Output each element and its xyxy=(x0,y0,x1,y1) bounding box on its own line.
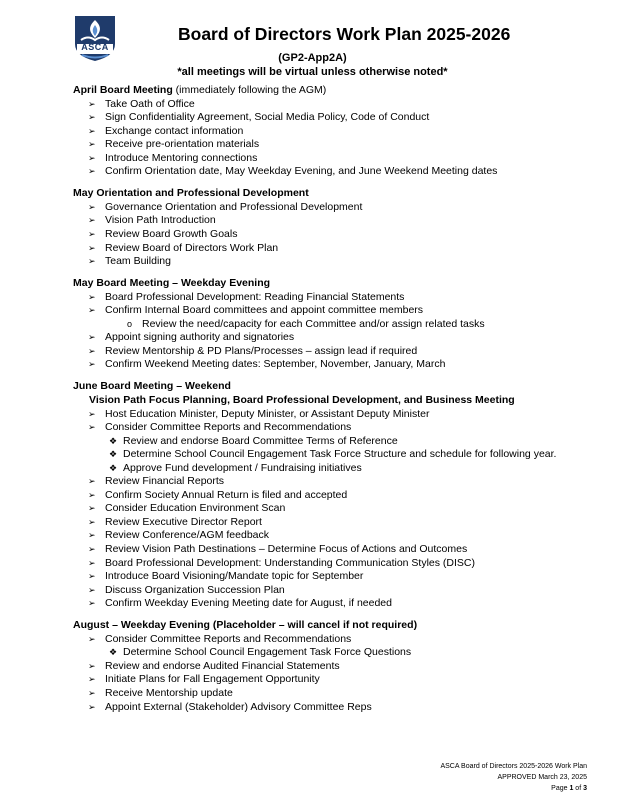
list-item xyxy=(73,304,593,318)
list-item xyxy=(73,597,593,611)
circle-bullet-icon: o xyxy=(127,318,133,329)
arrow-bullet-icon: ➢ xyxy=(88,139,96,150)
list-item-text: Review Conference/AGM feedback xyxy=(105,529,269,542)
list-item-text: Governance Orientation and Professional Development xyxy=(105,200,363,213)
arrow-bullet-icon: ➢ xyxy=(88,125,96,136)
arrow-bullet-icon: ➢ xyxy=(88,660,96,671)
list-item-text: Confirm Orientation date, May Weekday Evening, and June Weekend Meeting dates xyxy=(105,165,498,178)
list-item-text: Review and endorse Audited Financial Statements xyxy=(105,659,340,672)
meeting-section xyxy=(73,277,593,372)
list-item-text: Consider Committee Reports and Recommendations xyxy=(105,632,352,645)
arrow-bullet-icon: ➢ xyxy=(88,422,96,433)
page-number: Page 1 of 3 xyxy=(551,785,587,792)
list-item-text: Initiate Plans for Fall Engagement Opportunity xyxy=(105,673,320,686)
page-footer xyxy=(440,761,587,794)
arrow-bullet-icon: ➢ xyxy=(88,557,96,568)
list-item-text: Receive pre-orientation materials xyxy=(105,138,260,151)
list-item xyxy=(73,408,593,422)
list-item xyxy=(73,125,593,139)
meeting-section xyxy=(73,84,593,179)
arrow-bullet-icon: ➢ xyxy=(88,530,96,541)
list-item xyxy=(73,570,593,584)
virtual-meetings-note: *all meetings will be virtual unless otherwise noted* xyxy=(177,66,448,78)
arrow-bullet-icon: ➢ xyxy=(88,359,96,370)
list-item-text: Vision Path Introduction xyxy=(105,214,216,227)
arrow-bullet-icon: ➢ xyxy=(88,633,96,644)
list-item xyxy=(73,489,593,503)
list-item xyxy=(73,242,593,256)
list-item xyxy=(73,687,593,701)
arrow-bullet-icon: ➢ xyxy=(88,256,96,267)
arrow-bullet-icon: ➢ xyxy=(88,516,96,527)
diamond-bullet-icon: ❖ xyxy=(109,449,118,460)
list-item-text: Take Oath of Office xyxy=(105,97,195,110)
list-item-text: Approve Fund development / Fundraising initiatives xyxy=(123,461,362,474)
list-item-text: Confirm Internal Board committees and appoint committee members xyxy=(105,304,424,317)
section-heading: June Board Meeting – Weekend xyxy=(73,380,231,393)
list-item xyxy=(73,673,593,687)
section-heading: May Orientation and Professional Development xyxy=(73,187,309,200)
list-item xyxy=(73,701,593,715)
arrow-bullet-icon: ➢ xyxy=(88,291,96,302)
list-item-text: Confirm Weekday Evening Meeting date for August, if needed xyxy=(105,597,392,610)
meeting-section xyxy=(73,380,593,610)
meeting-section xyxy=(73,187,593,268)
list-item xyxy=(73,633,593,647)
arrow-bullet-icon: ➢ xyxy=(88,242,96,253)
list-item xyxy=(73,214,593,228)
arrow-bullet-icon: ➢ xyxy=(88,112,96,123)
list-item-text: Introduce Board Visioning/Mandate topic for September xyxy=(105,570,364,583)
list-item xyxy=(73,201,593,215)
arrow-bullet-icon: ➢ xyxy=(88,98,96,109)
list-item xyxy=(73,475,593,489)
list-item xyxy=(73,646,593,660)
list-item xyxy=(73,111,593,125)
list-item-text: Sign Confidentiality Agreement, Social Media Policy, Code of Conduct xyxy=(105,111,430,124)
list-item-text: Discuss Organization Succession Plan xyxy=(105,583,285,596)
logo-text: ASCA xyxy=(81,42,109,52)
list-item-text: Consider Education Environment Scan xyxy=(105,502,286,515)
section-heading-note: (immediately following the AGM) xyxy=(172,84,327,96)
diamond-bullet-icon: ❖ xyxy=(109,647,118,658)
list-item-text: Review Vision Path Destinations – Determine Focus of Actions and Outcomes xyxy=(105,543,468,555)
diamond-bullet-icon: ❖ xyxy=(109,462,118,473)
arrow-bullet-icon: ➢ xyxy=(88,701,96,712)
section-subheading: Vision Path Focus Planning, Board Professional Development, and Business Meeting xyxy=(89,393,515,406)
arrow-bullet-icon: ➢ xyxy=(88,152,96,163)
section-heading: May Board Meeting – Weekday Evening xyxy=(73,277,271,290)
list-item xyxy=(73,543,593,557)
list-item-text: Determine School Council Engagement Task Force Structure and schedule for following year. xyxy=(123,448,557,461)
arrow-bullet-icon: ➢ xyxy=(88,201,96,212)
list-item xyxy=(73,228,593,242)
document-code: (GP2-App2A) xyxy=(278,52,347,64)
list-item-text: Consider Committee Reports and Recommendations xyxy=(105,421,352,434)
list-item-text: Review Executive Director Report xyxy=(105,515,262,528)
page-title: Board of Directors Work Plan 2025-2026 xyxy=(178,24,511,44)
list-item-text: Exchange contact information xyxy=(105,124,244,137)
arrow-bullet-icon: ➢ xyxy=(88,503,96,514)
meeting-section xyxy=(73,619,593,714)
list-item-text: Host Education Minister, Deputy Minister, or Assistant Deputy Minister xyxy=(105,407,430,420)
list-item xyxy=(73,557,593,571)
arrow-bullet-icon: ➢ xyxy=(88,215,96,226)
list-item-text: Review Board of Directors Work Plan xyxy=(105,241,279,254)
arrow-bullet-icon: ➢ xyxy=(88,408,96,419)
arrow-bullet-icon: ➢ xyxy=(88,332,96,343)
list-item-text: Introduce Mentoring connections xyxy=(105,151,258,164)
arrow-bullet-icon: ➢ xyxy=(88,345,96,356)
arrow-bullet-icon: ➢ xyxy=(88,687,96,698)
list-item-text: Appoint External (Stakeholder) Advisory Committee Reps xyxy=(105,700,372,713)
list-item-text: Confirm Weekend Meeting dates: September, November, January, March xyxy=(105,358,446,371)
arrow-bullet-icon: ➢ xyxy=(88,674,96,685)
list-item xyxy=(73,435,593,449)
list-item xyxy=(73,584,593,598)
list-item-text: Appoint signing authority and signatories xyxy=(105,331,295,344)
list-item xyxy=(73,502,593,516)
list-item xyxy=(73,421,593,435)
list-item xyxy=(73,318,593,332)
list-item xyxy=(73,152,593,166)
arrow-bullet-icon: ➢ xyxy=(88,544,96,554)
list-item-text: Confirm Society Annual Return is filed and accepted xyxy=(105,488,348,501)
list-item xyxy=(73,448,593,462)
arrow-bullet-icon: ➢ xyxy=(88,228,96,239)
list-item-text: Receive Mentorship update xyxy=(105,686,233,699)
list-item xyxy=(73,660,593,674)
list-item-text: Review the need/capacity for each Committee and/or assign related tasks xyxy=(142,317,485,330)
list-item-text: Determine School Council Engagement Task Force Questions xyxy=(123,646,412,659)
footer-doc-title: ASCA Board of Directors 2025-2026 Work Plan xyxy=(440,763,587,770)
list-item-text: Board Professional Development: Reading Financial Statements xyxy=(105,290,405,303)
arrow-bullet-icon: ➢ xyxy=(88,489,96,500)
list-item xyxy=(73,138,593,152)
arrow-bullet-icon: ➢ xyxy=(88,598,96,609)
list-item xyxy=(73,255,593,269)
section-heading: April Board Meeting (immediately following the AGM) xyxy=(73,84,327,96)
list-item-text: Review Financial Reports xyxy=(105,475,225,488)
list-item-text: Review and endorse Board Committee Terms of Reference xyxy=(123,434,398,447)
list-item-text: Review Mentorship & PD Plans/Processes – assign lead if required xyxy=(105,344,418,357)
list-item xyxy=(73,462,593,476)
list-item xyxy=(73,529,593,543)
section-heading: August – Weekday Evening (Placeholder – will cancel if not required) xyxy=(73,619,418,632)
list-item xyxy=(73,345,593,359)
work-plan-content xyxy=(73,84,593,723)
diamond-bullet-icon: ❖ xyxy=(109,435,118,446)
list-item xyxy=(73,98,593,112)
list-item xyxy=(73,331,593,345)
arrow-bullet-icon: ➢ xyxy=(88,305,96,316)
list-item xyxy=(73,358,593,372)
list-item-text: Board Professional Development: Understanding Communication Styles (DISC) xyxy=(105,556,476,569)
arrow-bullet-icon: ➢ xyxy=(88,571,96,582)
list-item xyxy=(73,291,593,305)
arrow-bullet-icon: ➢ xyxy=(88,584,96,595)
list-item xyxy=(73,516,593,530)
footer-approval: APPROVED March 23, 2025 xyxy=(497,774,587,781)
list-item-text: Team Building xyxy=(105,255,171,268)
list-item xyxy=(73,165,593,179)
arrow-bullet-icon: ➢ xyxy=(88,166,96,177)
arrow-bullet-icon: ➢ xyxy=(88,476,96,487)
list-item-text: Review Board Growth Goals xyxy=(105,227,238,240)
